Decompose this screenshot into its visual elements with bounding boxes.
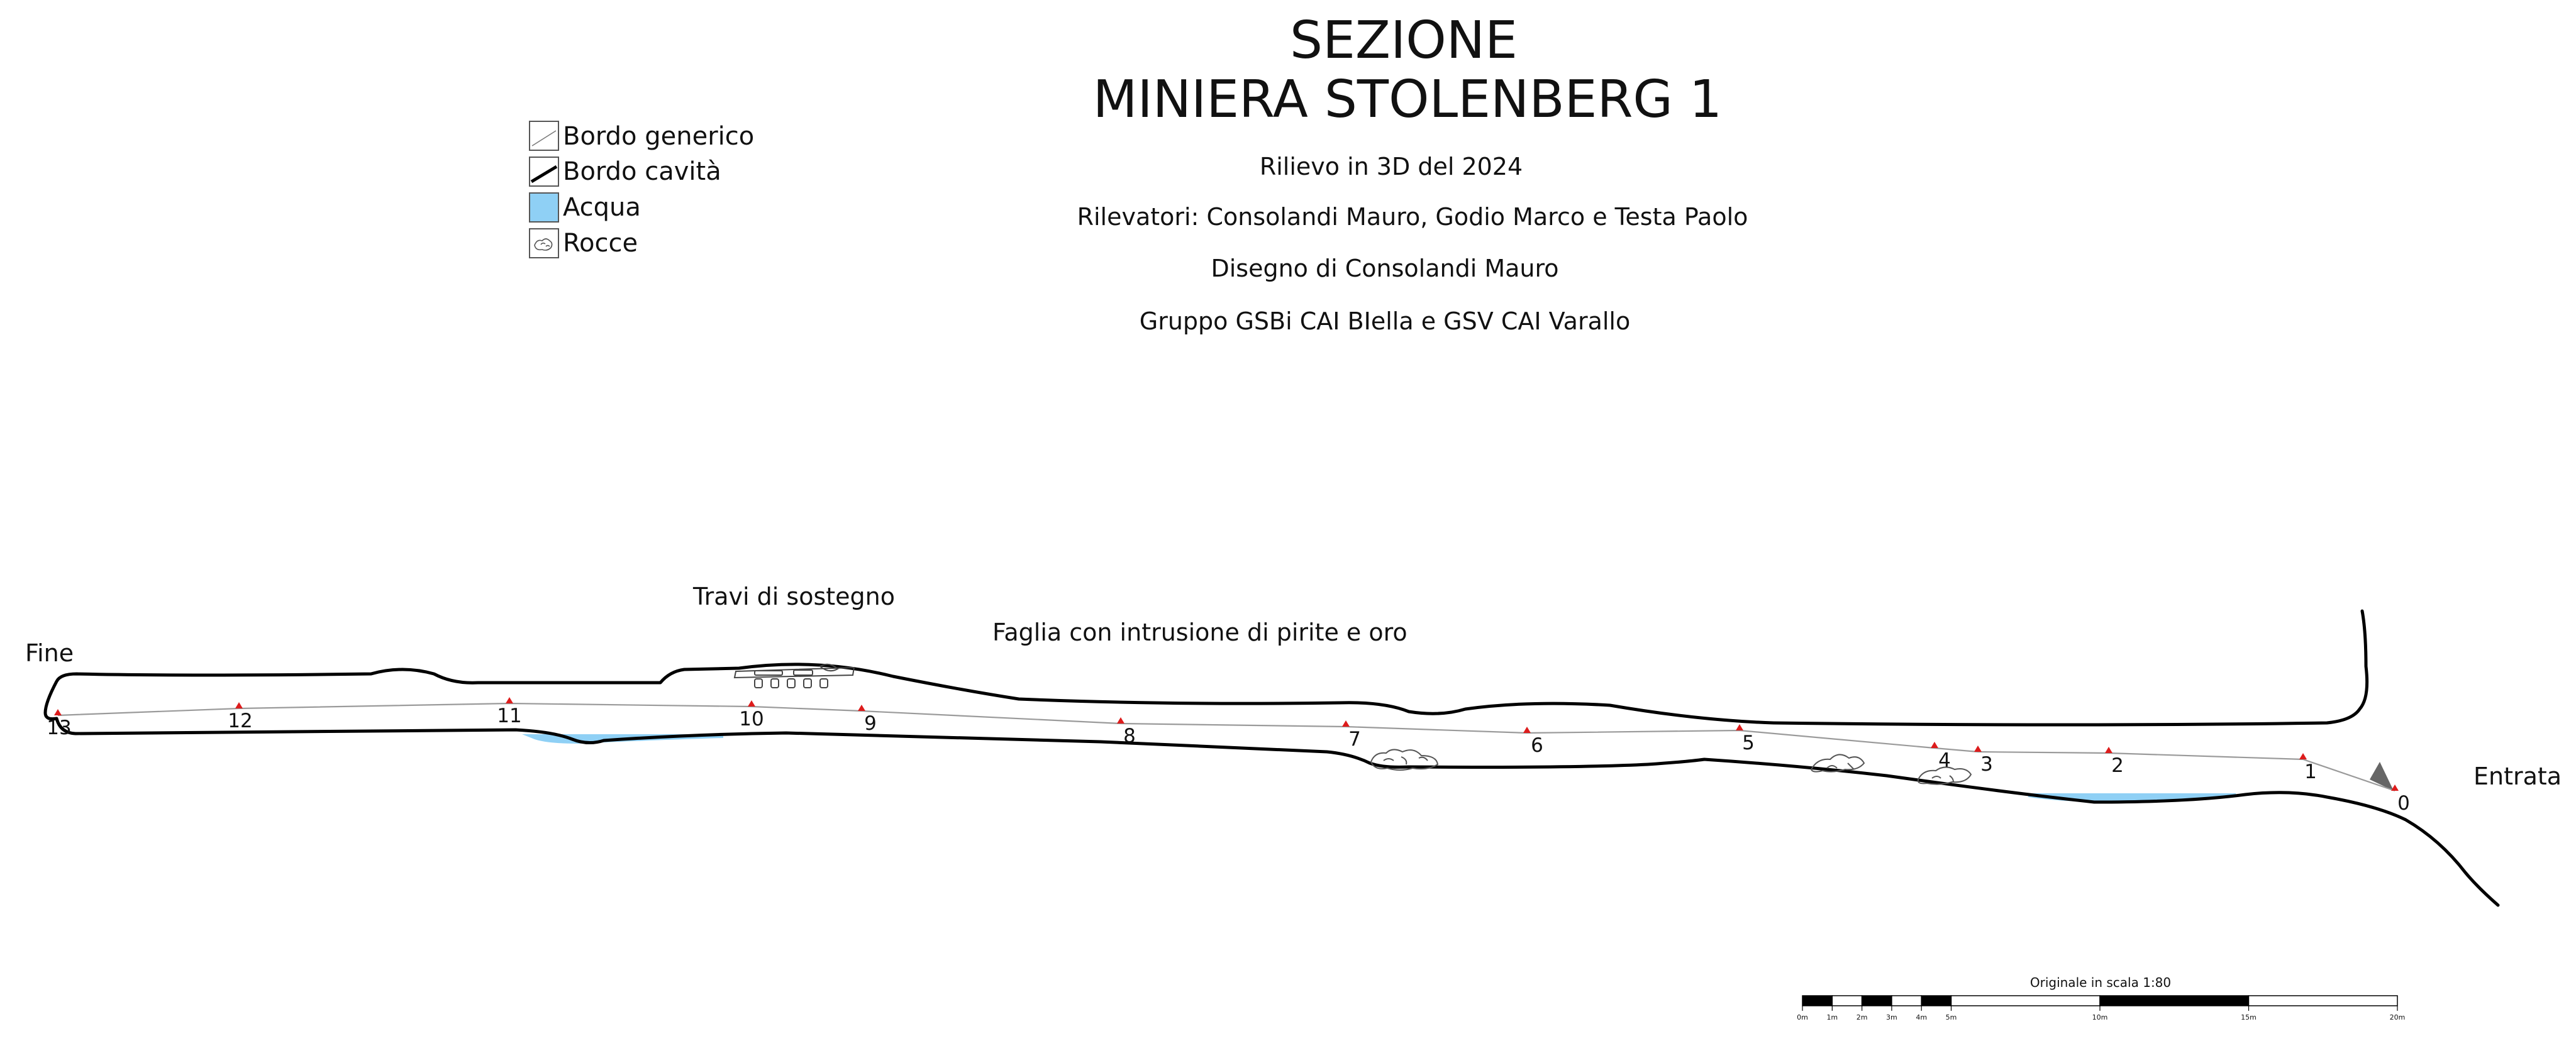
scale-tick-label: 2m (1856, 1013, 1868, 1021)
scale-bar (1797, 975, 2405, 1021)
station-marker-12 (235, 702, 243, 708)
legend-item-rocks (530, 229, 638, 258)
beam-post (787, 679, 795, 688)
station-label-9: 9 (864, 712, 877, 735)
annotations (25, 583, 2562, 790)
title-block (1077, 11, 1748, 335)
station-marker-4 (1931, 742, 1938, 748)
beam-post (820, 679, 828, 688)
start-label: Fine (25, 639, 74, 667)
generic-border-swatch (530, 121, 558, 150)
station-label-1: 1 (2304, 761, 2317, 783)
station-label-10: 10 (739, 708, 764, 730)
scale-tick-label: 4m (1916, 1013, 1928, 1021)
entrance-label: Entrata (2473, 762, 2562, 790)
station-marker-5 (1736, 724, 1743, 730)
beam-post (804, 679, 811, 688)
cave-section (45, 611, 2498, 905)
station-label-11: 11 (497, 705, 522, 727)
scale-tick-label: 0m (1797, 1013, 1808, 1021)
beam-block (755, 671, 782, 675)
station-marker-13 (54, 709, 62, 715)
station-label-4: 4 (1938, 749, 1951, 772)
beam-block (794, 670, 813, 675)
station-marker-11 (506, 697, 513, 703)
cave-floor (57, 718, 2498, 905)
scale-tick-label: 20m (2389, 1013, 2406, 1021)
beam-post (771, 679, 779, 688)
station-label-5: 5 (1742, 732, 1755, 754)
station-marker-3 (1974, 746, 1982, 752)
fault-label: Faglia con intrusione di pirite e oro (992, 619, 1407, 646)
scale-tick-label: 10m (2092, 1013, 2108, 1021)
rock-detail (1384, 757, 1428, 764)
scale-segment (1951, 996, 2101, 1006)
scale-segment (1802, 996, 1832, 1006)
survey-info: Rilievo in 3D del 2024 (1259, 153, 1523, 180)
station-marker-6 (1523, 727, 1531, 733)
scale-segment (1832, 996, 1862, 1006)
station-marker-0 (2391, 784, 2399, 791)
legend-item-generic (530, 121, 754, 151)
scale-title: Originale in scala 1:80 (2029, 975, 2172, 990)
station-marker-10 (748, 700, 755, 707)
station-label-7: 7 (1348, 728, 1361, 751)
station-marker-2 (2105, 747, 2112, 753)
legend-label-generic: Bordo generico (563, 122, 755, 151)
scale-segment (1921, 996, 1951, 1006)
beam-post (755, 679, 762, 688)
station-label-12: 12 (228, 710, 253, 732)
station-marker-9 (858, 705, 865, 711)
legend-item-water (530, 193, 641, 222)
title-line-2: MINIERA STOLENBERG 1 (1092, 70, 1723, 129)
water-swatch (530, 193, 558, 222)
title-line-1: SEZIONE (1290, 11, 1518, 70)
station-label-6: 6 (1531, 734, 1543, 757)
group-info: Gruppo GSBi CAI BIella e GSV CAI Varallo (1139, 307, 1631, 335)
surveyors-info: Rilevatori: Consolandi Mauro, Godio Marco e Testa Paolo (1077, 203, 1748, 231)
scale-tick-label: 1m (1826, 1013, 1838, 1021)
station-label-8: 8 (1123, 725, 1136, 747)
legend (530, 121, 754, 258)
scale-segment (2100, 996, 2249, 1006)
drawing-credit: Disegno di Consolandi Mauro (1211, 255, 1559, 282)
legend-label-water: Acqua (563, 193, 641, 222)
scale-tick-label: 5m (1945, 1013, 1957, 1021)
legend-label-rocks: Rocce (563, 229, 638, 258)
station-marker-1 (2299, 753, 2307, 759)
station-marker-8 (1117, 717, 1124, 724)
station-label-3: 3 (1980, 753, 1993, 776)
scale-segment (1892, 996, 1921, 1006)
station-marker-7 (1342, 720, 1350, 727)
station-label-13: 13 (47, 717, 72, 739)
scale-tick-label: 15m (2241, 1013, 2257, 1021)
station-label-0: 0 (2397, 792, 2410, 815)
legend-item-cave (530, 157, 721, 186)
scale-segment (1862, 996, 1892, 1006)
scale-segment (2249, 996, 2398, 1006)
legend-label-cave: Bordo cavità (563, 157, 721, 186)
scale-tick-label: 3m (1886, 1013, 1897, 1021)
beams-label: Travi di sostegno (693, 583, 895, 610)
station-label-2: 2 (2111, 754, 2124, 777)
